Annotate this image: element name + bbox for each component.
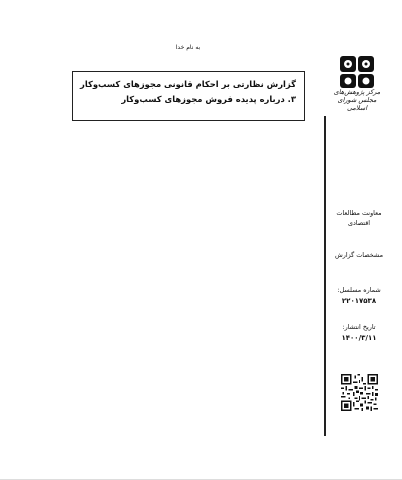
vertical-divider	[324, 116, 326, 436]
report-title-line-2: ۳. درباره پدیده فروش مجوزهای کسب‌وکار	[121, 94, 296, 104]
report-title-line-1: گزارش نظارتی بر احکام قانونی مجوزهای کسب‌وکار	[80, 79, 296, 89]
date-label: تاریخ انتشار:	[342, 323, 376, 331]
title-box	[72, 71, 305, 121]
qr-code-icon	[341, 374, 378, 411]
date-value: ۱۴۰۰/۳/۱۱	[341, 334, 377, 342]
serial-value: ۲۲۰۱۷۵۳۸	[341, 297, 377, 305]
serial-label: شماره مسلسل:	[337, 286, 381, 294]
logo-text: مرکز پژوهش‌های مجلس شورای اسلامی	[333, 88, 381, 112]
department-label: معاونت مطالعات اقتصادی	[336, 209, 382, 227]
bismillah: به نام خدا	[175, 44, 201, 51]
specs-heading: مشخصات گزارش	[334, 251, 384, 259]
